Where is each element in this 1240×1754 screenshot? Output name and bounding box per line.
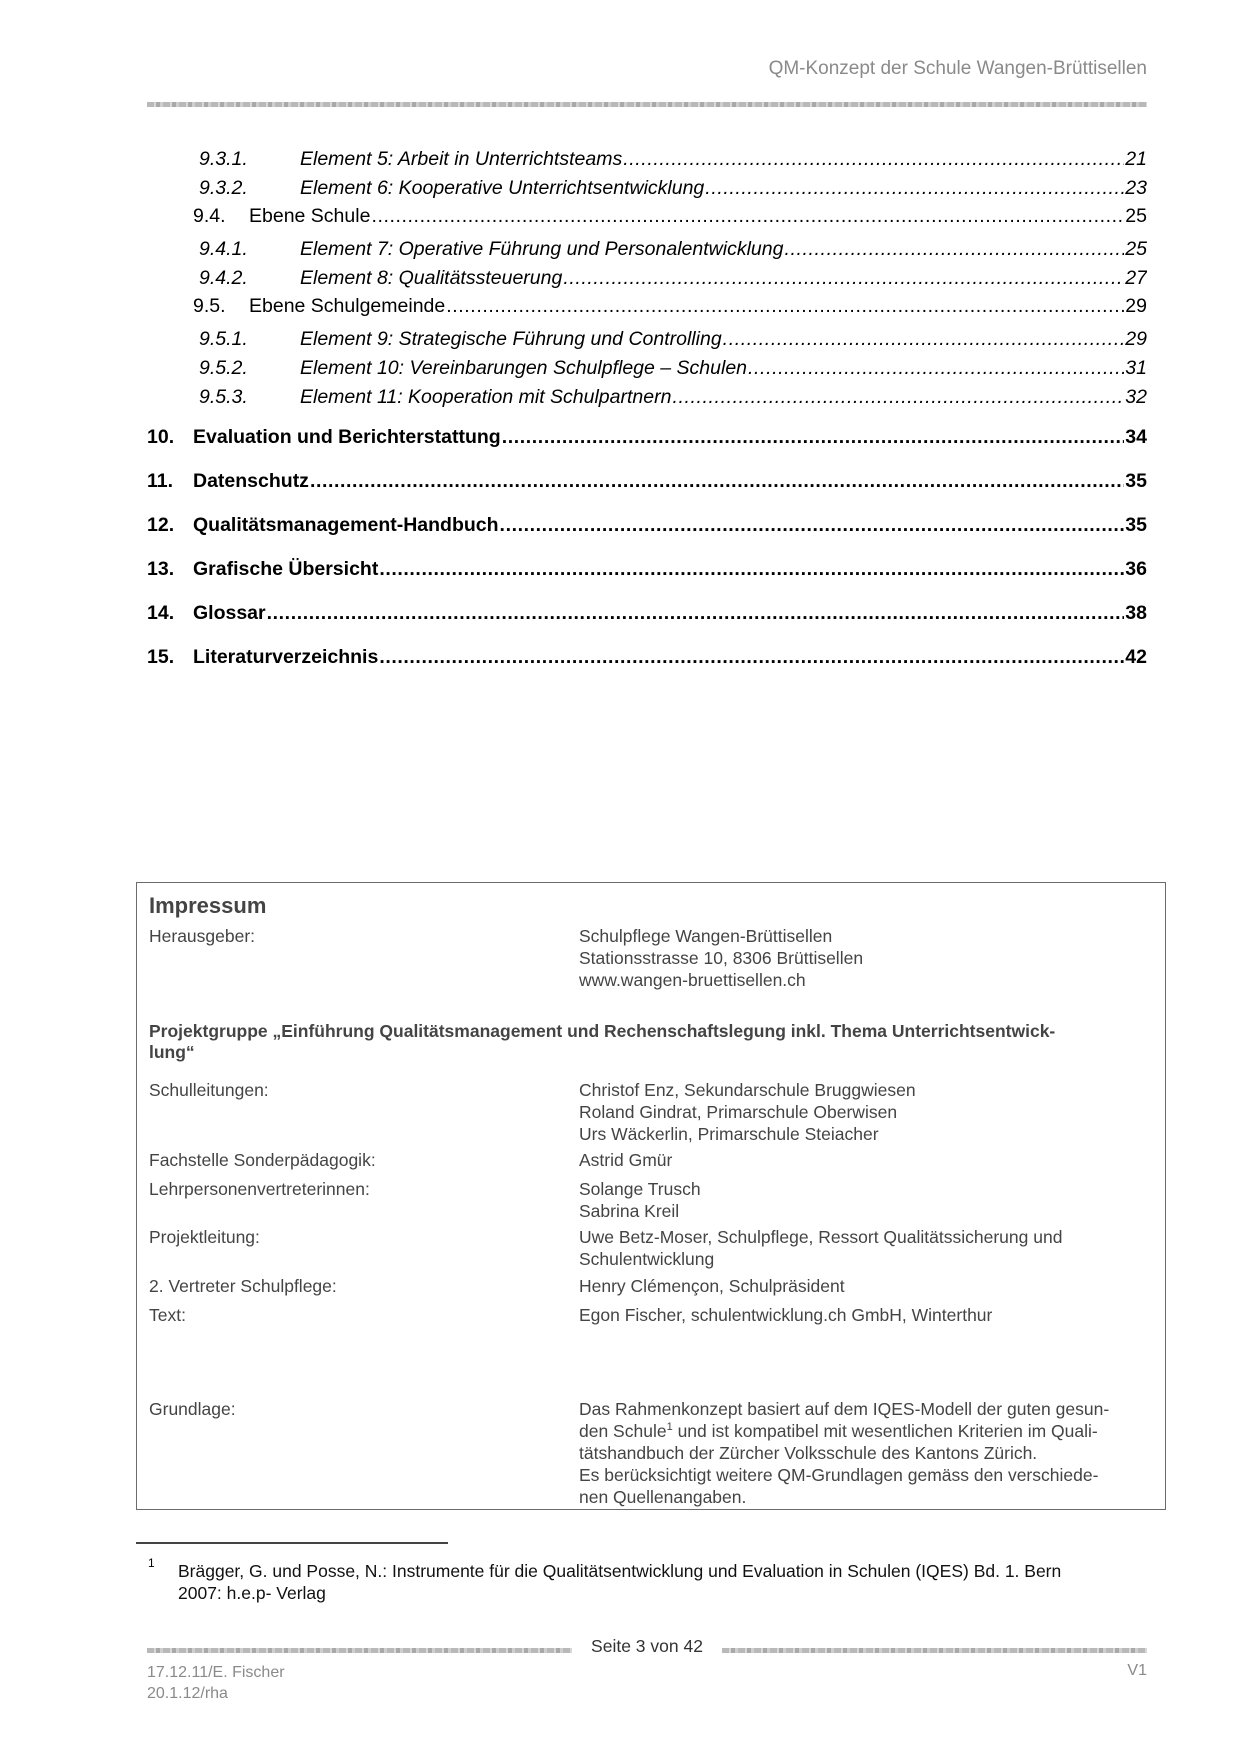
publisher-address: Stationsstrasse 10, 8306 Brüttisellen bbox=[579, 948, 864, 968]
toc-entry[interactable] bbox=[147, 602, 1147, 625]
publisher-website-link[interactable]: www.wangen-bruettisellen.ch bbox=[579, 970, 806, 990]
toc-entry[interactable] bbox=[147, 205, 1147, 228]
footnote-text bbox=[178, 1560, 1138, 1604]
toc-entry-page: 25 bbox=[1125, 205, 1147, 227]
impressum-value-line: Solange Trusch bbox=[579, 1179, 701, 1199]
toc-entry-page: 27 bbox=[1125, 267, 1147, 289]
footnote-mark: 1 bbox=[148, 1556, 155, 1570]
header-divider bbox=[147, 102, 1147, 107]
toc-entry[interactable] bbox=[147, 646, 1147, 669]
toc-entry-page: 25 bbox=[1125, 238, 1147, 260]
impressum-value bbox=[579, 1149, 1143, 1171]
toc-entry[interactable] bbox=[147, 426, 1147, 449]
footer-revision-info bbox=[147, 1662, 285, 1704]
toc-entry-page: 29 bbox=[1125, 328, 1147, 350]
impressum-value bbox=[579, 1178, 1143, 1222]
toc-entry-title: Qualitätsmanagement-Handbuch bbox=[193, 514, 499, 536]
footnote-line: Brägger, G. und Posse, N.: Instrumente für die Qualitätsentwicklung und Evaluation in Schulen (IQES) Bd. 1. Bern bbox=[178, 1561, 1062, 1581]
footer-revision-line: 20.1.12/rha bbox=[147, 1685, 228, 1702]
toc-leader-dots bbox=[267, 602, 1125, 625]
running-header-title: QM-Konzept der Schule Wangen-Brüttisellen bbox=[768, 58, 1147, 79]
toc-leader-dots bbox=[310, 470, 1124, 493]
impressum-value bbox=[579, 1398, 1143, 1508]
toc-entry-title: Ebene Schule bbox=[249, 205, 371, 227]
impressum-label: Lehrpersonenvertreterinnen: bbox=[149, 1179, 370, 1199]
toc-entry-number: 9.4.2. bbox=[199, 267, 248, 289]
impressum-value-line: Es berücksichtigt weitere QM-Grundlagen gemäss den verschiede- bbox=[579, 1465, 1099, 1485]
toc-entry-number: 9.4. bbox=[193, 205, 226, 227]
impressum-value bbox=[579, 1226, 1143, 1270]
toc-entry-title: Element 7: Operative Führung und Personalentwicklung bbox=[300, 238, 784, 260]
toc-entry-page: 21 bbox=[1125, 148, 1147, 170]
impressum-value-line: Astrid Gmür bbox=[579, 1150, 673, 1170]
impressum-label: Fachstelle Sonderpädagogik: bbox=[149, 1150, 376, 1170]
footer-version: V1 bbox=[1127, 1662, 1147, 1679]
toc-entry[interactable] bbox=[147, 267, 1147, 290]
toc-entry-number: 15. bbox=[147, 646, 175, 668]
toc-entry-title: Evaluation und Berichterstattung bbox=[193, 426, 501, 448]
impressum-value-line: Uwe Betz-Moser, Schulpflege, Ressort Qualitätssicherung und bbox=[579, 1227, 1063, 1247]
toc-entry-number: 11. bbox=[147, 470, 174, 492]
footer-revision-line: 17.12.11/E. Fischer bbox=[147, 1664, 285, 1681]
toc-entry-number: 9.3.2. bbox=[199, 177, 248, 199]
toc-entry-number: 9.5. bbox=[193, 295, 226, 317]
toc-entry-number: 13. bbox=[147, 558, 175, 580]
toc-entry[interactable] bbox=[147, 295, 1147, 318]
toc-leader-dots bbox=[500, 514, 1125, 537]
toc-entry-number: 9.5.2. bbox=[199, 357, 248, 379]
toc-entry-title: Element 10: Vereinbarungen Schulpflege – Schulen bbox=[300, 357, 748, 379]
toc-entry-number: 9.5.3. bbox=[199, 386, 248, 408]
impressum-label: Text: bbox=[149, 1305, 186, 1325]
impressum-value bbox=[579, 1079, 1143, 1145]
toc-entry-title: Element 5: Arbeit in Unterrichtsteams bbox=[300, 148, 623, 170]
toc-leader-dots bbox=[672, 386, 1124, 409]
toc-entry[interactable] bbox=[147, 386, 1147, 409]
impressum-value-line: nen Quellenangaben. bbox=[579, 1487, 747, 1507]
impressum-value-line: Egon Fischer, schulentwicklung.ch GmbH, Winterthur bbox=[579, 1305, 993, 1325]
toc-entry-title: Glossar bbox=[193, 602, 266, 624]
toc-entry-title: Element 6: Kooperative Unterrichtsentwicklung bbox=[300, 177, 705, 199]
impressum-box bbox=[136, 882, 1166, 1510]
impressum-value-line: Schulentwicklung bbox=[579, 1249, 715, 1269]
toc-entry[interactable] bbox=[147, 470, 1147, 493]
toc-entry-title: Element 8: Qualitätssteuerung bbox=[300, 267, 563, 289]
impressum-value-line: tätshandbuch der Zürcher Volksschule des Kantons Zürich. bbox=[579, 1443, 1038, 1463]
impressum-heading: Impressum bbox=[149, 893, 267, 918]
impressum-label: Herausgeber: bbox=[149, 926, 256, 946]
footnote-reference[interactable]: 1 bbox=[666, 1421, 673, 1434]
impressum-value-line: Roland Gindrat, Primarschule Oberwisen bbox=[579, 1102, 898, 1122]
toc-entry[interactable] bbox=[147, 357, 1147, 380]
toc-entry-page: 35 bbox=[1125, 514, 1147, 536]
impressum-label: 2. Vertreter Schulpflege: bbox=[149, 1276, 337, 1296]
impressum-value-text: und ist kompatibel mit wesentlichen Kriterien im Quali- bbox=[672, 1421, 1098, 1441]
impressum-value-line: Christof Enz, Sekundarschule Bruggwiesen bbox=[579, 1080, 916, 1100]
toc-entry-title: Element 11: Kooperation mit Schulpartnern bbox=[300, 386, 672, 408]
toc-entry-page: 35 bbox=[1125, 470, 1147, 492]
toc-leader-dots bbox=[723, 328, 1125, 351]
toc-leader-dots bbox=[371, 205, 1124, 228]
toc-entry-page: 32 bbox=[1125, 386, 1147, 408]
toc-entry-title: Grafische Übersicht bbox=[193, 558, 379, 580]
toc-entry-number: 9.3.1. bbox=[199, 148, 248, 170]
toc-entry[interactable] bbox=[147, 148, 1147, 171]
toc-leader-dots bbox=[705, 177, 1124, 200]
toc-entry-title: Datenschutz bbox=[193, 470, 309, 492]
footnote-separator bbox=[136, 1542, 448, 1544]
toc-leader-dots bbox=[748, 357, 1124, 380]
impressum-value bbox=[579, 1304, 1143, 1326]
toc-entry[interactable] bbox=[147, 177, 1147, 200]
toc-entry-title: Literaturverzeichnis bbox=[193, 646, 379, 668]
toc-entry-page: 36 bbox=[1125, 558, 1147, 580]
toc-entry[interactable] bbox=[147, 514, 1147, 537]
impressum-label: Grundlage: bbox=[149, 1399, 236, 1419]
impressum-value bbox=[579, 1275, 1143, 1297]
toc-entry-title: Ebene Schulgemeinde bbox=[249, 295, 446, 317]
impressum-label: Projektleitung: bbox=[149, 1227, 260, 1247]
project-group-title-line: Projektgruppe „Einführung Qualitätsmanagement und Rechenschaftslegung inkl. Thema Unterrichtsentwick- bbox=[149, 1021, 1056, 1041]
footnote-line: 2007: h.e.p- Verlag bbox=[178, 1583, 326, 1603]
toc-entry-page: 38 bbox=[1125, 602, 1147, 624]
toc-entry-page: 31 bbox=[1125, 357, 1147, 379]
toc-entry[interactable] bbox=[147, 558, 1147, 581]
toc-leader-dots bbox=[446, 295, 1124, 318]
toc-leader-dots bbox=[379, 646, 1124, 669]
toc-entry[interactable] bbox=[147, 328, 1147, 351]
toc-leader-dots bbox=[563, 267, 1124, 290]
impressum-label: Schulleitungen: bbox=[149, 1080, 269, 1100]
toc-entry-page: 23 bbox=[1125, 177, 1147, 199]
toc-entry-page: 42 bbox=[1125, 646, 1147, 668]
page-number: Seite 3 von 42 bbox=[591, 1636, 703, 1656]
footer-divider-left bbox=[147, 1648, 572, 1653]
project-group-title-line: lung“ bbox=[149, 1042, 195, 1062]
publisher-name: Schulpflege Wangen-Brüttisellen bbox=[579, 926, 833, 946]
toc-entry-number: 9.4.1. bbox=[199, 238, 248, 260]
toc-entry-number: 10. bbox=[147, 426, 175, 448]
impressum-value-line: Urs Wäckerlin, Primarschule Steiacher bbox=[579, 1124, 879, 1144]
impressum-value-line: Das Rahmenkonzept basiert auf dem IQES-Modell der guten gesun- bbox=[579, 1399, 1110, 1419]
toc-leader-dots bbox=[379, 558, 1124, 581]
toc-leader-dots bbox=[784, 238, 1124, 261]
impressum-value-line: Henry Clémençon, Schulpräsident bbox=[579, 1276, 845, 1296]
toc-entry-number: 12. bbox=[147, 514, 175, 536]
toc-entry-title: Element 9: Strategische Führung und Controlling bbox=[300, 328, 722, 350]
toc-leader-dots bbox=[623, 148, 1124, 171]
impressum-value-text: den Schule bbox=[579, 1421, 667, 1441]
toc-entry[interactable] bbox=[147, 238, 1147, 261]
toc-entry-number: 9.5.1. bbox=[199, 328, 248, 350]
toc-entry-number: 14. bbox=[147, 602, 175, 624]
toc-entry-page: 29 bbox=[1125, 295, 1147, 317]
toc-entry-page: 34 bbox=[1125, 426, 1147, 448]
footer-divider-right bbox=[722, 1648, 1147, 1653]
impressum-value-line: Sabrina Kreil bbox=[579, 1201, 680, 1221]
impressum-value-line bbox=[579, 1420, 1143, 1442]
impressum-value bbox=[579, 925, 1143, 991]
project-group-title bbox=[149, 1021, 1135, 1063]
toc-leader-dots bbox=[502, 426, 1125, 449]
